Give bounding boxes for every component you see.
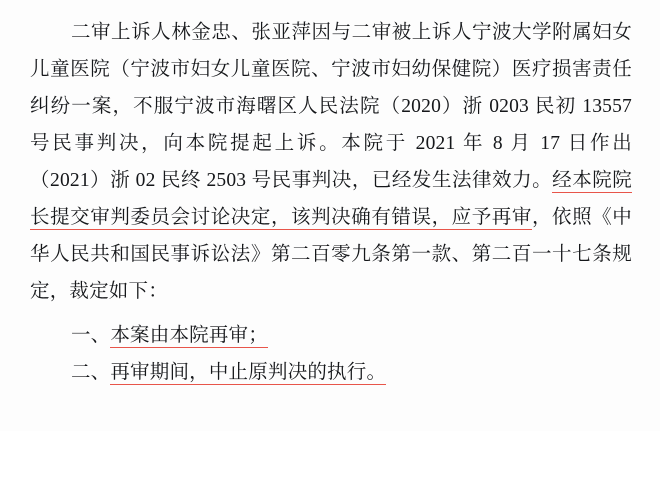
list-item — [30, 354, 632, 391]
list-item — [30, 317, 632, 354]
list-item-marker: 一、 — [70, 325, 111, 346]
page-bottom-margin — [0, 431, 660, 477]
paragraph-spacer — [30, 310, 632, 317]
paragraph-segment-underlined: 经本院院长提交审判委员会讨论决定，该判决确有错误，应予再审 — [30, 170, 632, 228]
list-item-marker: 二、 — [70, 362, 111, 383]
list-item-text: 再审期间，中止原判决的执行。 — [110, 362, 387, 383]
paragraph-segment-plain-1: 二审上诉人林金忠、张亚萍因与二审被上诉人宁波大学附属妇女儿童医院（宁波市妇女儿童医院、宁波市妇幼保健院）医疗损害责任纠纷一案，不服宁波市海曙区人民法院（2020）浙 0203 民初 13557 号民事判决，向本院提起上诉。本院于 2021 年 8 月 17 日作出（2021）浙 02 民终 2503 号民事判决，已经发生法律效力。 — [30, 22, 632, 191]
paragraph-segment-plain-2: ，依照《中华人民共和国民事诉讼法》第二百零九条第一款、第二百一十七条规定，裁定如下： — [30, 207, 632, 302]
paragraph-body — [30, 14, 632, 310]
list-item-text: 本案由本院再审； — [110, 325, 268, 346]
